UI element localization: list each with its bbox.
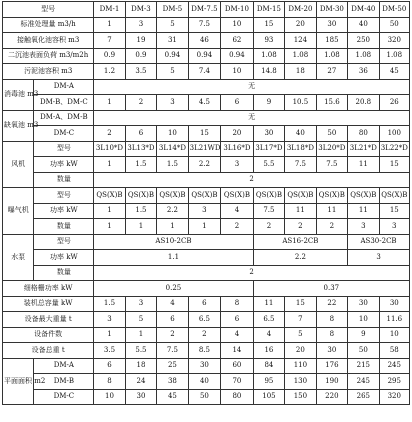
value-cell: 2 <box>253 219 284 235</box>
value-cell: 245 <box>379 358 409 374</box>
value-cell: 0.9 <box>125 48 156 64</box>
value-cell: 45 <box>379 64 409 80</box>
value-cell: QS(X)B <box>125 188 156 204</box>
area-label: 平面面积 m2 <box>3 358 34 405</box>
row-label: 二沉池表面负荷 m3/m2h <box>3 48 94 64</box>
sub-label: 型号 <box>34 188 94 204</box>
value-cell: 1 <box>94 219 125 235</box>
value-cell: QS(X)B <box>221 188 254 204</box>
model-cell: DM-1 <box>94 2 125 18</box>
table-row <box>3 188 410 204</box>
sub-label: DM-A <box>34 79 94 95</box>
sub-label: DM-B、DM-C <box>34 95 94 111</box>
value-cell: 105 <box>253 389 284 405</box>
value-cell: 1.1 <box>94 250 253 266</box>
table-row <box>3 95 410 111</box>
row-label: 接触氧化池容积 m3 <box>3 33 94 49</box>
value-cell: 2 <box>125 95 156 111</box>
value-cell: 1 <box>125 219 156 235</box>
value-cell: 3 <box>125 296 156 312</box>
value-cell: 60 <box>221 358 254 374</box>
table-row <box>3 312 410 328</box>
value-cell: 9 <box>348 327 379 343</box>
sub-label: DM-C <box>34 389 94 405</box>
value-cell: 3L16*D <box>221 141 254 157</box>
value-cell: 1.5 <box>125 157 156 173</box>
value-cell: 3 <box>348 250 410 266</box>
sub-label: DM-A <box>34 358 94 374</box>
value-cell: 3L17*D <box>253 141 284 157</box>
value-cell: 3L10*D <box>94 141 125 157</box>
value-cell: 4.5 <box>188 95 221 111</box>
value-cell: 84 <box>253 358 284 374</box>
value-cell: 1 <box>125 327 156 343</box>
sub-label: 数量 <box>34 219 94 235</box>
value-cell: 9 <box>253 95 284 111</box>
value-cell: 10 <box>348 312 379 328</box>
value-cell: 7.5 <box>285 157 316 173</box>
value-cell: 5 <box>125 312 156 328</box>
value-cell: 6 <box>125 126 156 142</box>
value-cell: 8 <box>316 327 347 343</box>
sub-label: 型号 <box>34 141 94 157</box>
value-cell: 1 <box>94 95 125 111</box>
table-row <box>3 389 410 405</box>
value-cell: 245 <box>348 374 379 390</box>
row-label: 细格栅功率 kW <box>3 281 94 297</box>
value-cell: 26 <box>379 95 409 111</box>
value-cell: 2 <box>157 327 188 343</box>
value-cell: 8 <box>221 296 254 312</box>
value-cell: 15.6 <box>316 95 347 111</box>
value-cell: 2.2 <box>188 157 221 173</box>
row-label: 设备最大重量 t <box>3 312 94 328</box>
value-cell: 3L22*D <box>379 141 409 157</box>
table-row <box>3 33 410 49</box>
value-cell: 4 <box>253 327 284 343</box>
value-cell: 45 <box>157 389 188 405</box>
value-cell: QS(X)B <box>157 188 188 204</box>
value-cell: 10 <box>94 389 125 405</box>
value-cell: 38 <box>157 374 188 390</box>
value-cell: 27 <box>316 64 347 80</box>
value-cell: 3.5 <box>125 64 156 80</box>
value-cell: 30 <box>253 126 284 142</box>
value-cell: 40 <box>188 374 221 390</box>
value-cell: 36 <box>348 64 379 80</box>
value-cell: 295 <box>379 374 409 390</box>
value-cell: 1 <box>94 17 125 33</box>
value-cell: 50 <box>348 343 379 359</box>
row-label: 装机总容量 kW <box>3 296 94 312</box>
value-cell: 20.8 <box>348 95 379 111</box>
value-cell: 190 <box>316 374 347 390</box>
value-cell: 95 <box>253 374 284 390</box>
value-cell: 80 <box>221 389 254 405</box>
table-row <box>3 327 410 343</box>
table-row <box>3 296 410 312</box>
value-cell: AS30-2CB <box>348 234 410 250</box>
value-cell: 10.5 <box>285 95 316 111</box>
value-cell: 10 <box>221 64 254 80</box>
value-cell: 150 <box>285 389 316 405</box>
spec-table <box>2 1 410 405</box>
value-cell: 1.08 <box>285 48 316 64</box>
value-cell: AS10-2CB <box>94 234 253 250</box>
value-cell: 6 <box>157 312 188 328</box>
sub-label: 数量 <box>34 265 94 281</box>
sub-label: 功率 kW <box>34 157 94 173</box>
value-cell: 100 <box>379 126 409 142</box>
anoxic-label: 缺氧池 m3 <box>3 110 34 141</box>
value-cell: 185 <box>316 33 347 49</box>
value-cell: 3.5 <box>94 343 125 359</box>
sub-label: 型号 <box>34 234 94 250</box>
value-cell: 31 <box>157 33 188 49</box>
value-cell: 7.5 <box>316 157 347 173</box>
value-cell: 18 <box>125 358 156 374</box>
value-cell: 40 <box>348 17 379 33</box>
sub-label: 功率 kW <box>34 250 94 266</box>
value-cell: 2 <box>94 265 410 281</box>
value-cell: 3 <box>188 203 221 219</box>
table-row <box>3 374 410 390</box>
value-cell: 3L18*D <box>285 141 316 157</box>
value-cell: 22 <box>316 296 347 312</box>
value-cell: 58 <box>379 343 409 359</box>
value-cell: 7.5 <box>188 17 221 33</box>
value-cell: 70 <box>221 374 254 390</box>
value-cell: 5 <box>285 327 316 343</box>
value-cell: 11 <box>285 203 316 219</box>
model-cell: DM-20 <box>285 2 316 18</box>
header-row <box>3 2 410 18</box>
table-row <box>3 79 410 95</box>
value-cell: 6 <box>221 95 254 111</box>
row-label: 设备件数 <box>3 327 94 343</box>
table-row <box>3 219 410 235</box>
value-cell: AS16-2CB <box>253 234 347 250</box>
value-cell: 30 <box>316 343 347 359</box>
table-row <box>3 48 410 64</box>
value-cell: 4 <box>157 296 188 312</box>
value-cell: 0.9 <box>94 48 125 64</box>
value-cell: 8 <box>94 374 125 390</box>
value-cell: 14 <box>221 343 254 359</box>
table-row <box>3 203 410 219</box>
value-cell: 30 <box>348 296 379 312</box>
value-cell: 15 <box>379 203 409 219</box>
table-row <box>3 157 410 173</box>
model-cell: DM-10 <box>221 2 254 18</box>
value-cell: 10 <box>157 126 188 142</box>
value-cell: QS(X)B <box>316 188 347 204</box>
value-cell: 19 <box>125 33 156 49</box>
sub-label: DM-C <box>34 126 94 142</box>
value-cell: 1 <box>94 203 125 219</box>
value-cell: 11 <box>253 296 284 312</box>
value-cell: 6.5 <box>253 312 284 328</box>
value-cell: 8.5 <box>188 343 221 359</box>
table-row <box>3 358 410 374</box>
value-cell: 5 <box>157 17 188 33</box>
value-cell: QS(X)B <box>188 188 221 204</box>
table-row <box>3 281 410 297</box>
value-cell: 无 <box>94 79 410 95</box>
value-cell: QS(X)B <box>348 188 379 204</box>
value-cell: 2 <box>188 327 221 343</box>
value-cell: 110 <box>285 358 316 374</box>
value-cell: 15 <box>188 126 221 142</box>
value-cell: 1.5 <box>157 157 188 173</box>
fan-label: 风机 <box>3 141 34 188</box>
row-label: 污泥池容积 m3 <box>3 64 94 80</box>
sub-label: DM-B <box>34 374 94 390</box>
value-cell: 50 <box>316 126 347 142</box>
table-row <box>3 64 410 80</box>
value-cell: 0.94 <box>188 48 221 64</box>
value-cell: 6 <box>94 358 125 374</box>
value-cell: 1.08 <box>348 48 379 64</box>
digestion-label: 消毒池 m3 <box>3 79 34 110</box>
value-cell: 11 <box>348 157 379 173</box>
value-cell: 2 <box>94 126 125 142</box>
value-cell: 16 <box>253 343 284 359</box>
row-label: 标准处理量 m3/h <box>3 17 94 33</box>
value-cell: 1.5 <box>125 203 156 219</box>
value-cell: 250 <box>348 33 379 49</box>
value-cell: 5.5 <box>253 157 284 173</box>
value-cell: 7.4 <box>188 64 221 80</box>
value-cell: 215 <box>348 358 379 374</box>
value-cell: 3 <box>94 312 125 328</box>
value-cell: 4 <box>221 203 254 219</box>
value-cell: 7 <box>285 312 316 328</box>
value-cell: 1 <box>94 157 125 173</box>
table-row <box>3 126 410 142</box>
table-row <box>3 250 410 266</box>
row-label: 设备总重 t <box>3 343 94 359</box>
value-cell: 3L21WD <box>188 141 221 157</box>
value-cell: 1.08 <box>253 48 284 64</box>
value-cell: 3L14*D <box>157 141 188 157</box>
value-cell: 1.08 <box>316 48 347 64</box>
value-cell: 30 <box>316 17 347 33</box>
table-row <box>3 110 410 126</box>
value-cell: 1 <box>94 327 125 343</box>
value-cell: 3L21*D <box>348 141 379 157</box>
value-cell: 93 <box>253 33 284 49</box>
sub-label: 功率 kW <box>34 203 94 219</box>
value-cell: 130 <box>285 374 316 390</box>
value-cell: 1.08 <box>379 48 409 64</box>
value-cell: 176 <box>316 358 347 374</box>
value-cell: 25 <box>157 358 188 374</box>
value-cell: 30 <box>379 296 409 312</box>
value-cell: 18 <box>285 64 316 80</box>
value-cell: 15 <box>379 157 409 173</box>
model-cell: DM-30 <box>316 2 347 18</box>
value-cell: 1 <box>188 219 221 235</box>
value-cell: 5 <box>157 64 188 80</box>
value-cell: 80 <box>348 126 379 142</box>
sub-label: DM-A、DM-B <box>34 110 94 126</box>
value-cell: 2 <box>316 219 347 235</box>
value-cell: QS(X)B <box>253 188 284 204</box>
value-cell: 7 <box>94 33 125 49</box>
value-cell: 3 <box>221 157 254 173</box>
table-row <box>3 172 410 188</box>
value-cell: 20 <box>285 17 316 33</box>
value-cell: 15 <box>285 296 316 312</box>
value-cell: QS(X)B <box>94 188 125 204</box>
aerator-label: 曝气机 <box>3 188 34 235</box>
table-row <box>3 343 410 359</box>
table-row <box>3 265 410 281</box>
value-cell: 1.2 <box>94 64 125 80</box>
value-cell: 11.6 <box>379 312 409 328</box>
value-cell: 20 <box>221 126 254 142</box>
value-cell: 0.94 <box>221 48 254 64</box>
value-cell: 14.8 <box>253 64 284 80</box>
value-cell: 265 <box>348 389 379 405</box>
value-cell: 无 <box>94 110 410 126</box>
value-cell: 220 <box>316 389 347 405</box>
model-cell: DM-50 <box>379 2 409 18</box>
model-cell: DM-5 <box>157 2 188 18</box>
value-cell: 2.2 <box>157 203 188 219</box>
model-cell: DM-3 <box>125 2 156 18</box>
value-cell: QS(X)B <box>285 188 316 204</box>
value-cell: 2.2 <box>253 250 347 266</box>
value-cell: 1 <box>157 219 188 235</box>
value-cell: 3 <box>157 95 188 111</box>
value-cell: 7.5 <box>157 343 188 359</box>
model-cell: DM-40 <box>348 2 379 18</box>
value-cell: 2 <box>94 172 410 188</box>
value-cell: 10 <box>221 17 254 33</box>
value-cell: 10 <box>379 327 409 343</box>
value-cell: 6 <box>221 312 254 328</box>
model-cell: DM-7.5 <box>188 2 221 18</box>
value-cell: 3 <box>348 219 379 235</box>
value-cell: 2 <box>221 219 254 235</box>
value-cell: 15 <box>253 17 284 33</box>
value-cell: 2 <box>285 219 316 235</box>
value-cell: 3L13*D <box>125 141 156 157</box>
value-cell: 46 <box>188 33 221 49</box>
table-row <box>3 141 410 157</box>
sub-label: 数量 <box>34 172 94 188</box>
value-cell: 0.37 <box>253 281 409 297</box>
value-cell: 30 <box>125 389 156 405</box>
value-cell: 30 <box>188 358 221 374</box>
value-cell: 6 <box>188 296 221 312</box>
value-cell: 3 <box>379 219 409 235</box>
value-cell: 0.25 <box>94 281 253 297</box>
value-cell: 3 <box>125 17 156 33</box>
value-cell: 1.5 <box>94 296 125 312</box>
value-cell: 5.5 <box>125 343 156 359</box>
table-row <box>3 17 410 33</box>
value-cell: 62 <box>221 33 254 49</box>
value-cell: 124 <box>285 33 316 49</box>
value-cell: 11 <box>348 203 379 219</box>
value-cell: 40 <box>285 126 316 142</box>
value-cell: 7.5 <box>253 203 284 219</box>
model-header: 型号 <box>3 2 94 18</box>
value-cell: 320 <box>379 33 409 49</box>
value-cell: 50 <box>379 17 409 33</box>
value-cell: 320 <box>379 389 409 405</box>
value-cell: 3L20*D <box>316 141 347 157</box>
value-cell: 6.5 <box>188 312 221 328</box>
value-cell: 24 <box>125 374 156 390</box>
value-cell: 4 <box>221 327 254 343</box>
pump-label: 水泵 <box>3 234 34 281</box>
value-cell: 50 <box>188 389 221 405</box>
value-cell: 0.94 <box>157 48 188 64</box>
model-cell: DM-15 <box>253 2 284 18</box>
table-row <box>3 234 410 250</box>
value-cell: 11 <box>316 203 347 219</box>
value-cell: QS(X)B <box>379 188 409 204</box>
value-cell: 20 <box>285 343 316 359</box>
value-cell: 8 <box>316 312 347 328</box>
